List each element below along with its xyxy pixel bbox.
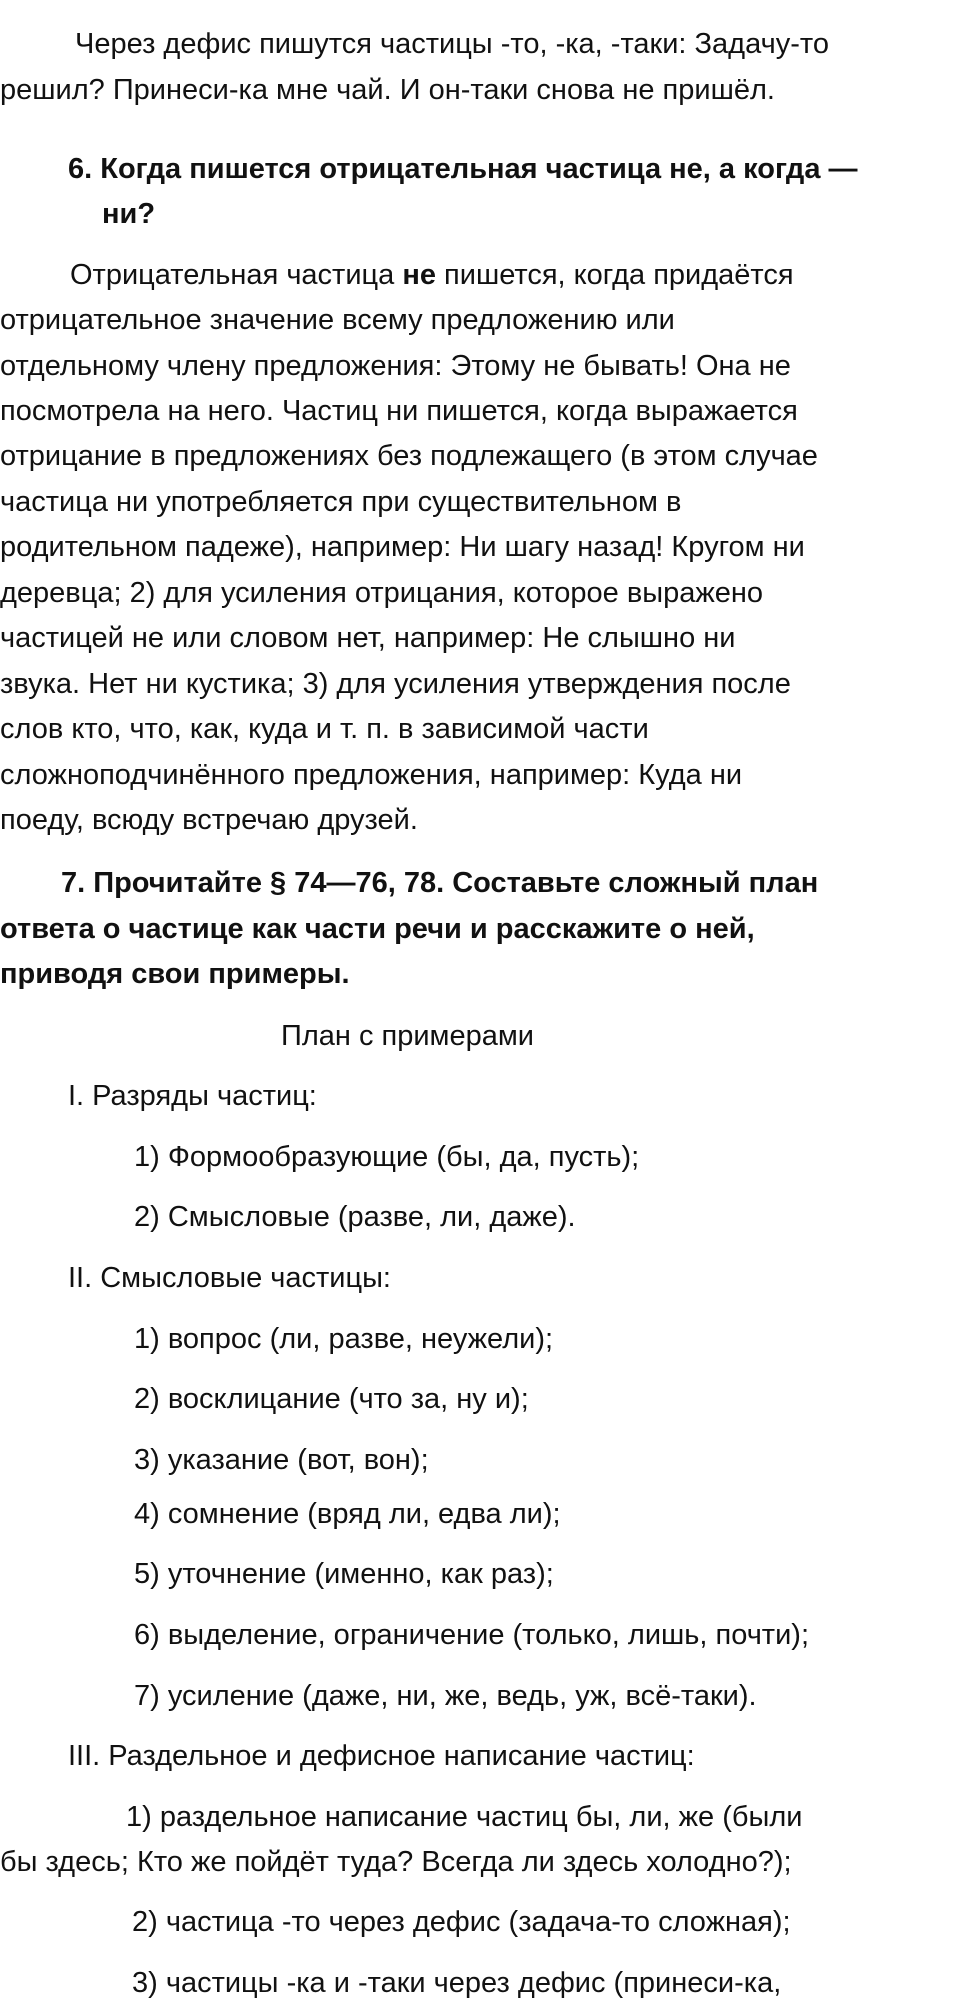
- section-2-item-7: 7) усиление (даже, ни, же, ведь, уж, всё-таки).: [134, 1680, 757, 1712]
- q6-para-line-7: родительном падеже), например: Ни шагу назад! Кругом ни: [0, 531, 805, 563]
- q6-para-post: пишется, когда придаётся: [436, 259, 794, 291]
- q7-heading-line-3: приводя свои примеры.: [0, 958, 350, 990]
- q6-para-pre: Отрицательная частица: [70, 259, 403, 291]
- q7-heading-line-2: ответа о частице как части речи и расскажите о ней,: [0, 913, 755, 945]
- plan-title: План с примерами: [280, 1020, 534, 1052]
- section-3-item-1-line-2: бы здесь; Кто же пойдёт туда? Всегда ли здесь холодно?);: [0, 1846, 792, 1878]
- section-2-item-1: 1) вопрос (ли, разве, неужели);: [134, 1323, 554, 1355]
- section-3-item-1-line-1: 1) раздельное написание частиц бы, ли, же (были: [126, 1801, 803, 1833]
- q6-para-line-12: сложноподчинённого предложения, например: Куда ни: [0, 759, 743, 791]
- section-1-title: I. Разряды частиц:: [68, 1080, 317, 1112]
- section-1-item-1: 1) Формообразующие (бы, да, пусть);: [134, 1141, 640, 1173]
- q6-para-line-8: деревца; 2) для усиления отрицания, которое выражено: [0, 577, 763, 609]
- q6-para-line-5: отрицание в предложениях без подлежащего (в этом случае: [0, 440, 818, 472]
- q6-para-line-10: звука. Нет ни кустика; 3) для усиления утверждения после: [0, 668, 791, 700]
- q6-para-line-1: [70, 255, 794, 295]
- section-3-title: III. Раздельное и дефисное написание частиц:: [68, 1740, 695, 1772]
- q7-heading-line-1: 7. Прочитайте § 74—76, 78. Составьте сложный план: [61, 867, 819, 899]
- intro-line-2: решил? Принеси-ка мне чай. И он-таки снова не пришёл.: [0, 74, 775, 106]
- q6-heading-line-2: ни?: [102, 198, 156, 230]
- q6-para-line-2: отрицательное значение всему предложению или: [0, 304, 675, 336]
- q6-para-bold: не: [402, 259, 436, 291]
- section-2-item-3: 3) указание (вот, вон);: [134, 1444, 429, 1476]
- section-3-item-3: 3) частицы -ка и -таки через дефис (принеси-ка,: [132, 1967, 782, 1999]
- q6-para-line-3: отдельному члену предложения: Этому не бывать! Она не: [0, 350, 791, 382]
- q6-heading-line-1: 6. Когда пишется отрицательная частица не, а когда —: [68, 153, 858, 185]
- intro-line-1: Через дефис пишутся частицы -то, -ка, -таки: Задачу-то: [75, 28, 829, 60]
- section-2-item-4: 4) сомнение (вряд ли, едва ли);: [134, 1498, 561, 1530]
- section-2-item-2: 2) восклицание (что за, ну и);: [134, 1383, 529, 1415]
- section-3-item-2: 2) частица -то через дефис (задача-то сложная);: [132, 1906, 791, 1938]
- q6-para-line-13: поеду, всюду встречаю друзей.: [0, 804, 418, 836]
- section-2-item-5: 5) уточнение (именно, как раз);: [134, 1558, 554, 1590]
- q6-para-line-9: частицей не или словом нет, например: Не слышно ни: [0, 622, 736, 654]
- section-2-title: II. Смысловые частицы:: [68, 1262, 391, 1294]
- q6-para-line-6: частица ни употребляется при существительном в: [0, 486, 682, 518]
- q6-para-line-4: посмотрела на него. Частиц ни пишется, когда выражается: [0, 395, 798, 427]
- section-2-item-6: 6) выделение, ограничение (только, лишь, почти);: [134, 1619, 810, 1651]
- q6-para-line-11: слов кто, что, как, куда и т. п. в зависимой части: [0, 713, 649, 745]
- section-1-item-2: 2) Смысловые (разве, ли, даже).: [134, 1201, 576, 1233]
